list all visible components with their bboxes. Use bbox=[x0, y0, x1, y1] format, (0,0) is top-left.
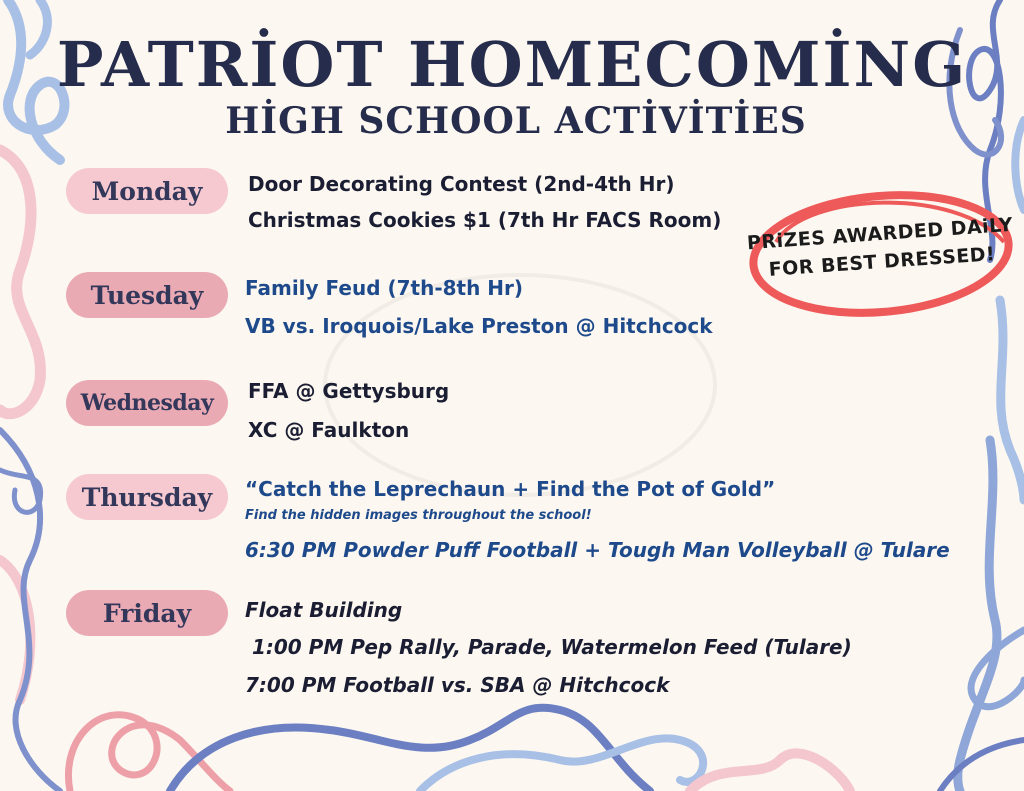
monday-item-2: Christmas Cookies $1 (7th Hr FACS Room) bbox=[248, 208, 722, 232]
squiggle bbox=[940, 740, 1024, 791]
day-pill-monday: Monday bbox=[66, 168, 228, 214]
wednesday-item-1: FFA @ Gettysburg bbox=[248, 379, 450, 403]
squiggle bbox=[1000, 300, 1024, 500]
day-pill-friday: Friday bbox=[66, 590, 228, 636]
thursday-item-2: 6:30 PM Powder Puff Football + Tough Man Volleyball @ Tulare bbox=[245, 538, 950, 562]
prize-line-1: PRiZES AWARDED DAiLY bbox=[746, 213, 1014, 255]
page-title: PATRİOT HOMECOMİNG bbox=[56, 28, 968, 101]
thursday-item-1: “Catch the Leprechaun + Find the Pot of Gold” bbox=[245, 477, 776, 501]
friday-item-3: 7:00 PM Football vs. SBA @ Hitchcock bbox=[245, 673, 670, 697]
monday-item-1: Door Decorating Contest (2nd-4th Hr) bbox=[248, 172, 675, 196]
thursday-note: Find the hidden images throughout the school! bbox=[245, 508, 592, 523]
day-pill-wednesday: Wednesday bbox=[66, 380, 228, 426]
day-pill-tuesday: Tuesday bbox=[66, 272, 228, 318]
page-subtitle: HİGH SCHOOL ACTİVİTİES bbox=[225, 100, 807, 142]
friday-item-2: 1:00 PM Pep Rally, Parade, Watermelon Feed (Tulare) bbox=[245, 635, 852, 659]
tuesday-item-1: Family Feud (7th-8th Hr) bbox=[245, 276, 524, 300]
day-pill-thursday: Thursday bbox=[66, 474, 228, 520]
prize-badge bbox=[736, 182, 1024, 322]
squiggle bbox=[170, 708, 650, 791]
tuesday-item-2: VB vs. Iroquois/Lake Preston @ Hitchcock bbox=[245, 314, 713, 338]
squiggle bbox=[0, 150, 40, 414]
squiggle bbox=[690, 753, 850, 791]
wednesday-item-2: XC @ Faulkton bbox=[248, 418, 410, 442]
squiggle bbox=[958, 440, 997, 791]
prize-line-2: FOR BEST DRESSED! bbox=[768, 243, 996, 281]
friday-item-1: Float Building bbox=[245, 598, 403, 622]
